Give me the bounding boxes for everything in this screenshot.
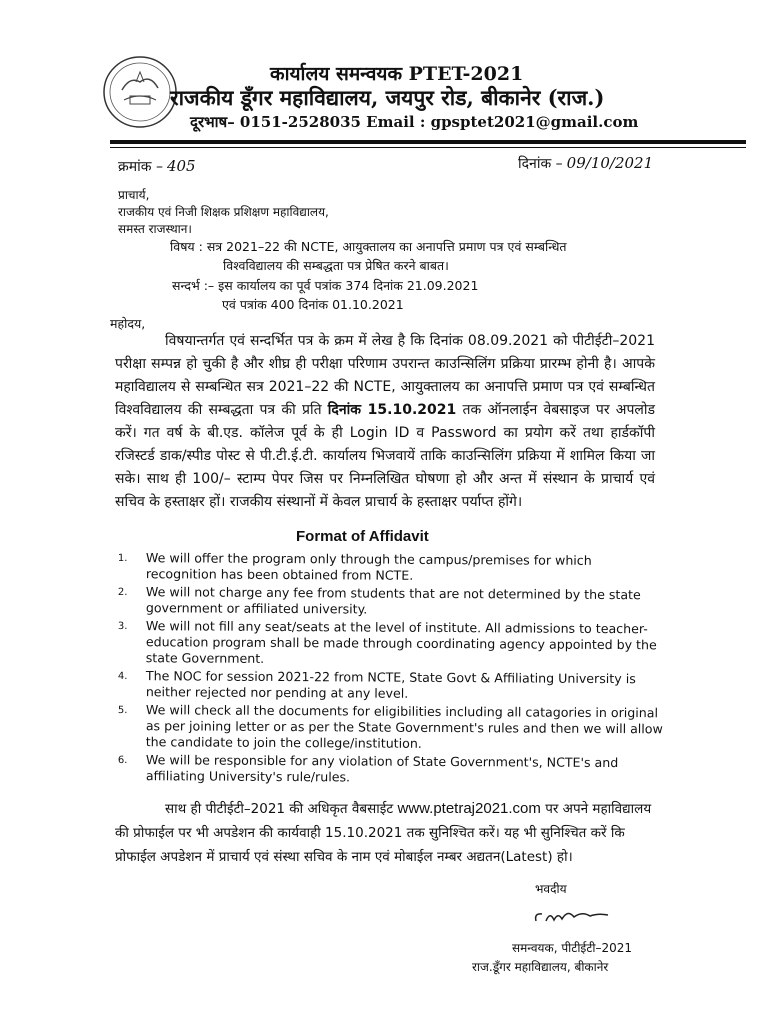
list-item-number: 3. [117, 620, 128, 633]
yours-faithfully: भवदीय [535, 882, 567, 896]
signatory-designation: समन्वयक, पीटीईटी–2021 [512, 941, 633, 955]
date-label: दिनांक – [518, 156, 563, 172]
addressee-line-1: प्राचार्य, [118, 188, 150, 202]
closing-part-1: साथ ही पीटीईटी–2021 की अधिकृत वैबसाईट [165, 801, 394, 817]
college-seal-logo [100, 52, 180, 132]
list-item-number: 5. [117, 704, 128, 717]
list-item-number: 2. [117, 586, 128, 599]
letterhead-contact: दूरभाष– 0151-2528035 Email : gpsptet2021@gmail.com [190, 113, 639, 131]
handwritten-signature [532, 903, 612, 929]
subject-line-1: विषय : सत्र 2021–22 की NCTE, आयुक्तालय का अनापत्ति प्रमाण पत्र एवं सम्बन्धित [170, 239, 567, 254]
list-item-text: We will not charge any fee from students that are not determined by the state government or affiliated university. [145, 584, 641, 617]
affidavit-title: Format of Affidavit [296, 528, 429, 545]
list-item [118, 618, 663, 669]
list-item-text: The NOC for session 2021-22 from NCTE, State Govt & Affiliating University is neither rejected nor pending at any level. [145, 668, 636, 701]
list-item-number: 6. [117, 754, 128, 767]
reference-line-2: एवं पत्रांक 400 दिनांक 01.10.2021 [222, 297, 404, 312]
reference-label: क्रमांक – [118, 159, 163, 175]
reference-line-1: सन्दर्भ :– इस कार्यालय का पूर्व पत्रांक 374 दिनांक 21.09.2021 [172, 278, 479, 293]
header-divider [110, 140, 746, 144]
list-item-text: We will check all the documents for eligibilities including all catagories in original as per joining letter or as per the State Government's rules and then we will allow the candidate to join the college/institution. [145, 702, 663, 751]
addressee-line-2: राजकीय एवं निजी शिक्षक प्रशिक्षण महाविद्यालय, [118, 205, 329, 219]
salutation: महोदय, [110, 316, 146, 331]
list-item-number: 4. [117, 670, 128, 683]
letterhead-college-name: राजकीय डूँगर महाविद्यालय, जयपुर रोड, बीकानेर (राज.) [170, 85, 605, 110]
letterhead-office-title: कार्यालय समन्वयक PTET-2021 [270, 63, 524, 85]
body-paragraph [115, 330, 655, 514]
subject-line-2: विश्वविद्यालय की सम्बद्धता पत्र प्रेषित करने बाबत। [223, 258, 449, 273]
list-item-text: We will be responsible for any violation of State Government's, NCTE's and affiliating University's rule/rules. [145, 752, 619, 785]
list-item-text: We will not fill any seat/seats at the level of institute. All admissions to teacher-education program shall be made through coordinating agency appointed by the state Government. [145, 618, 657, 666]
closing-part-2: पर अपने महाविद्यालय की प्रोफाईल पर भी अपडेशन की कार्यवाही 15.10.2021 तक सुनिश्चित करें। यह भी सुनिश्चित करें कि प्रोफाईल अपडेशन में प्राचार्य एवं संस्था सचिव के नाम एवं मोबाईल नम्बर अद्यतन(Latest) हो। [115, 801, 652, 865]
list-item [118, 584, 663, 619]
addressee-line-3: समस्त राजस्थान। [118, 222, 192, 236]
date-value: 09/10/2021 [566, 154, 654, 172]
affidavit-list [118, 550, 663, 784]
upload-deadline: दिनांक 15.10.2021 [327, 402, 457, 418]
list-item-text: We will offer the program only through the campus/premises for which recognition has been obtained from NCTE. [145, 550, 592, 583]
header-divider-thin [110, 147, 746, 148]
list-item [118, 550, 663, 585]
body-paragraph-main: विषयान्तर्गत एवं सन्दर्भित पत्र के क्रम में लेख है कि दिनांक 08.09.2021 को पीटीईटी–2021 परीक्षा सम्पन्न हो चुकी है और शीघ्र ही परीक्षा परिणाम उपरान्त काउन्सिलिंग प्रक्रिया प्रारम्भ होनी है। आपके महाविद्यालय से सम्बन्धित सत्र 2021–22 की NCTE, आयुक्तालय का अनापत्ति प्रमाण पत्र एवं सम्बन्धित विश्वविद्यालय की सम्बद्धता पत्र की प्रति [115, 333, 655, 418]
list-item [118, 752, 663, 787]
website-link[interactable]: www.ptetraj2021.com [397, 800, 541, 817]
reference-number [118, 157, 196, 176]
list-item-number: 1. [117, 552, 128, 565]
signatory-organization: राज.डूँगर महाविद्यालय, बीकानेर [472, 960, 609, 974]
letter-date [518, 154, 653, 173]
reference-value: 405 [166, 157, 196, 175]
closing-paragraph [115, 797, 660, 869]
body-paragraph-tail: तक ऑनलाईन वेबसाइज पर अपलोड करें। गत वर्ष के बी.एड. कॉलेज पूर्व के ही Login ID व Password का प्रयोग करें तथा हार्डकॉपी रजिस्टर्ड डाक/स्पीड पोस्ट से पी.टी.ई.टी. कार्यालय भिजवायें ताकि काउन्सिलिंग प्रक्रिया में शामिल किया जा सके। साथ ही 100/– स्टाम्प पेपर जिस पर निम्नलिखित घोषणा हो और अन्त में संस्थान के प्राचार्य एवं सचिव के हस्ताक्षर हों। राजकीय संस्थानों में केवल प्राचार्य के हस्ताक्षर पर्याप्त होंगे। [115, 402, 656, 510]
list-item [118, 668, 663, 703]
list-item [118, 702, 663, 753]
